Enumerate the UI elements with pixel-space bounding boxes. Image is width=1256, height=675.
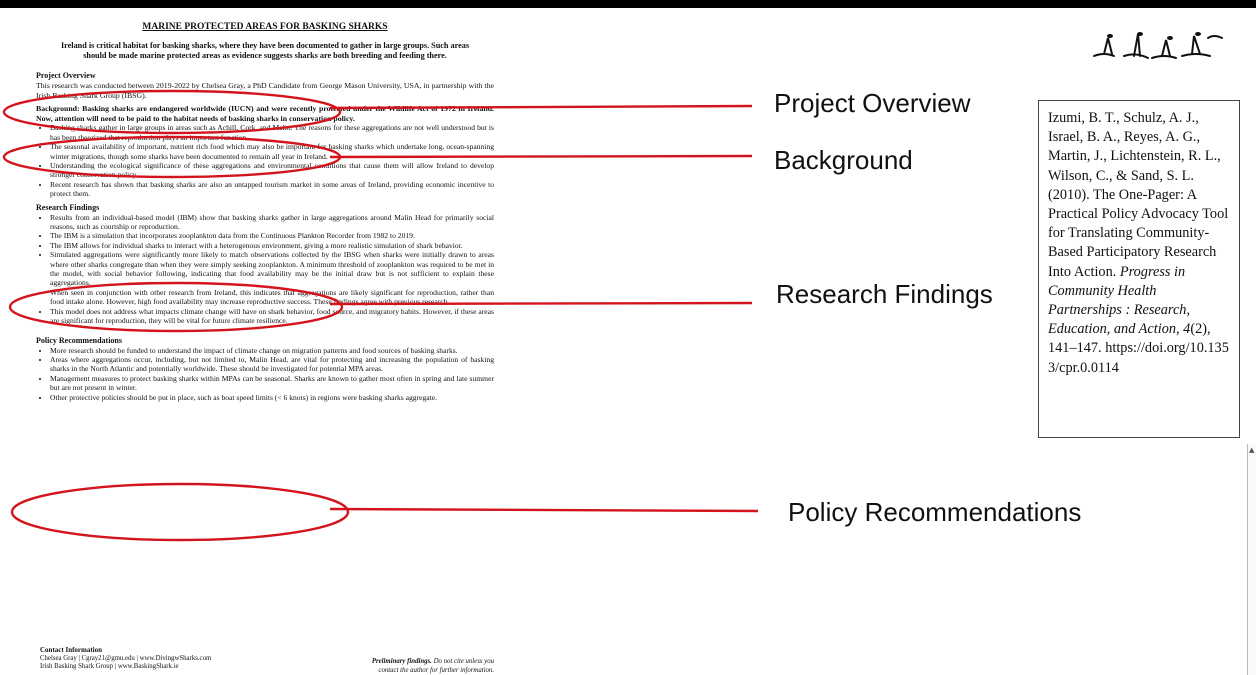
list-item: • The seasonal availability of important, nutrient rich food which may also be important for basking sharks which undertake long, ocean-spanning winter migrations, though some sharks have been documented to remain all year in Ireland. xyxy=(50,142,494,161)
background-line xyxy=(330,156,752,157)
citation-box: Izumi, B. T., Schulz, A. J., Israel, B. A., Reyes, A. G., Martin, J., Lichtenstein, R. L., Wilson, C., & Sand, S. L. (2010). The One-Pager: A Practical Policy Advocacy Tool for Translating Community-Based Participatory Research Into Action. Progress in Community Health Partnerships : Research, Education, and Action, 4(2), 141–147. https://doi.org/10.1353/cpr.0.0114 xyxy=(1038,100,1240,438)
list-item: • Basking sharks gather in large groups in areas such as Achill, Cork, and Malin. The reasons for these aggregations are not well understood but is has been theorized that reproduction plays an important function. xyxy=(50,123,494,142)
background-heading: Background: Basking sharks are endangered worldwide (IUCN) and were recently protected under the Wildlife Act of 1972 in Ireland. Now, attention will need to be paid to the habitat needs of basking sharks in conservation policy. xyxy=(36,104,494,123)
citation-issue-pages: (2), 141–147. xyxy=(1048,321,1211,357)
list-item: • Understanding the ecological significance of these aggregations and environmental conditions that cause them will allow Ireland to develop stronger conservation policy. xyxy=(50,161,494,180)
document-intro: Ireland is critical habitat for basking sharks, where they have been documented to gather in large groups. Such areas should be made marine protected areas as evidence suggests sharks are both breeding and feeding there. xyxy=(60,41,470,60)
prelim-line-2: contact the author for further information. xyxy=(378,666,494,674)
research-findings-ellipse xyxy=(10,283,342,331)
list-item: • Areas where aggregations occur, including, but not limited to, Malin Head, are vital for protecting and increasing the population of basking sharks in the North Atlantic and potentially worldwide. These should be investigated for potential MPA areas. xyxy=(50,355,494,374)
list-item: • Results from an individual-based model (IBM) show that basking sharks gather in large aggregations around Malin Head for primarily social reasons, such as courtship or reproduction. xyxy=(50,213,494,232)
list-item: • Management measures to protect basking sharks within MPAs can be seasonal. Sharks are known to gather most often in spring and late summer but are not present in winter. xyxy=(50,374,494,393)
project-overview-text: This research was conducted between 2019-2022 by Chelsea Gray, a PhD Candidate from George Mason University, USA, in partnership with the Irish Basking Shark Group (IBSG). xyxy=(36,81,494,100)
list-item: • This model does not address what impacts climate change will have on shark behavior, food source, and migratory habits. However, if these areas are significant for reproduction, they will be vital for future climate resilience. xyxy=(50,307,494,326)
list-item: • The IBM allows for individual sharks to interact with a heterogenous environment, giving a more realistic simulation of shark behavior. xyxy=(50,241,494,250)
citation-authors: Izumi, B. T., Schulz, A. J., Israel, B. A., Reyes, A. G., Martin, J., Lichtenstein, R. L., Wilson, C., & Sand, S. L. (2010). The One-Pager: A Practical Policy Advocacy Tool for Translating Community-Based Participatory Research Into Action. xyxy=(1048,110,1229,280)
research-findings-line xyxy=(330,303,752,304)
list-item: • Other protective policies should be put in place, such as boat speed limits (< 6 knots) in regions were basking sharks aggregate. xyxy=(50,393,494,402)
project-overview-ellipse xyxy=(4,91,340,133)
project-overview-heading: Project Overview xyxy=(36,71,96,80)
scroll-up-icon[interactable]: ▲ xyxy=(1249,446,1255,454)
prelim-rest: Do not cite unless you xyxy=(431,658,494,665)
list-item: • The IBM is a simulation that incorporates zooplankton data from the Continuous Plankton Recorder from 1982 to 2019. xyxy=(50,231,494,240)
document-title: MARINE PROTECTED AREAS FOR BASKING SHARKS xyxy=(142,22,388,32)
project-overview-label: Project Overview xyxy=(774,88,971,118)
policy-recommendations-line xyxy=(330,509,758,511)
list-item: • Simulated aggregations were significantly more likely to match observations collected by the IBSG when sharks were initially drawn to areas where other sharks congregate than when they were simply seeking zooplankton. A minimum threshold of zooplankton was required to be met in the model, with social behavior following, indicating that food availability may be the initial draw but is not sufficient to explain these aggregations. xyxy=(50,250,494,288)
list-item: • More research should be funded to understand the impact of climate change on migration patterns and food sources of basking sharks. xyxy=(50,346,494,355)
list-item: • When seen in conjunction with other research from Ireland, this indicates that aggregations are likely significant for reproduction, rather than food intake alone. However, high food availability may increase reproductive success. These findings agree with previous research. xyxy=(50,288,494,307)
prelim-bold: Preliminary findings. xyxy=(371,658,432,665)
research-findings-label: Research Findings xyxy=(776,279,993,309)
scrollbar[interactable] xyxy=(1247,444,1256,675)
list-item: • Recent research has shown that basking sharks are also an untapped tourism market in some areas of Ireland, providing economic incentive to protect them. xyxy=(50,180,494,199)
contact-line-1: Chelsea Gray | Cgray21@gmu.edu | www.DivingwSharks.com xyxy=(40,654,212,662)
citation-journal: Progress in Community Health Partnerships : Research, Education, and Action xyxy=(1048,263,1191,338)
background-ellipse xyxy=(4,137,340,177)
policy-recommendations-heading: Policy Recommendations xyxy=(36,335,122,345)
project-overview-line xyxy=(330,106,752,108)
shark-silhouettes-logo-icon xyxy=(1090,26,1230,66)
policy-recommendations-ellipse xyxy=(12,484,348,540)
citation-doi: https://doi.org/10.1353/cpr.0.0114 xyxy=(1048,340,1229,376)
citation-volume: 4 xyxy=(1183,321,1191,338)
background-label: Background xyxy=(774,145,913,175)
research-findings-heading: Research Findings xyxy=(36,202,100,212)
contact-line-2: Irish Basking Shark Group | www.BaskingShark.ie xyxy=(40,663,179,671)
policy-recommendations-label: Policy Recommendations xyxy=(788,497,1082,527)
contact-heading: Contact Information xyxy=(40,646,103,654)
